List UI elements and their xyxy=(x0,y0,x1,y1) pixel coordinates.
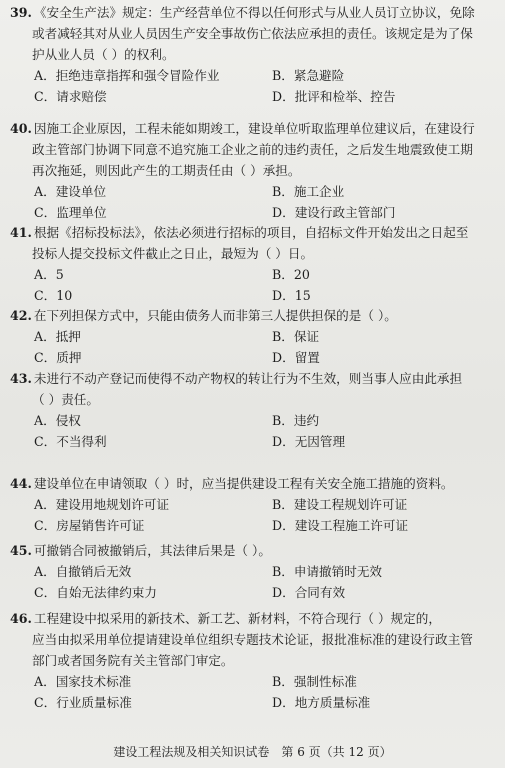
options-row xyxy=(10,86,498,107)
options-row xyxy=(10,347,498,368)
question-stem xyxy=(10,368,498,389)
options-row xyxy=(10,582,498,603)
options-row xyxy=(10,264,498,285)
question-stem xyxy=(10,473,498,494)
options-row xyxy=(10,515,498,536)
options-row xyxy=(10,326,498,347)
option-d: D．建设工程施工许可证 xyxy=(272,518,409,533)
option-b: B．违约 xyxy=(272,413,320,428)
question-text: 建设单位在申请领取（ ）时，应当提供建设工程有关安全施工措施的资料。 xyxy=(33,476,454,491)
question-stem xyxy=(10,608,498,629)
option-c: C．行业质量标准 xyxy=(34,695,132,710)
question-44 xyxy=(10,473,498,536)
question-stem-continued xyxy=(10,160,498,181)
question-stem-continued xyxy=(10,389,498,410)
question-stem xyxy=(10,540,498,561)
question-text: 应当由拟采用单位提请建设单位组织专题技术论证，报批准标准的建设行政主管 xyxy=(32,632,473,647)
question-text: 《安全生产法》规定：生产经营单位不得以任何形式与从业人员订立协议，免除 xyxy=(33,5,475,20)
options-row xyxy=(10,494,498,515)
question-stem-continued xyxy=(10,650,498,671)
question-stem xyxy=(10,118,498,139)
question-41 xyxy=(10,222,498,306)
question-40 xyxy=(10,118,498,223)
option-d: D．留置 xyxy=(272,350,320,365)
options-row xyxy=(10,561,498,582)
question-text: 政主管部门协调下同意不追究施工企业之前的违约责任，之后发生地震致使工期 xyxy=(32,142,473,157)
option-b: B．紧急避险 xyxy=(272,68,345,83)
options-row xyxy=(10,65,498,86)
option-c: C．房屋销售许可证 xyxy=(34,518,145,533)
question-number: 40. xyxy=(10,121,32,136)
question-text: 或者减轻其对从业人员因生产安全事故伤亡依法应承担的责任。该规定是为了保 xyxy=(32,26,473,41)
option-b: B．保证 xyxy=(272,329,320,344)
option-d: D．批评和检举、控告 xyxy=(272,89,396,104)
option-d: D．地方质量标准 xyxy=(272,695,371,710)
option-a: A．国家技术标准 xyxy=(34,674,132,689)
question-stem-continued xyxy=(10,243,498,264)
option-b: B．20 xyxy=(272,267,310,282)
question-number: 41. xyxy=(10,225,32,240)
question-39 xyxy=(10,2,498,107)
options-row xyxy=(10,692,498,713)
question-number: 39. xyxy=(10,5,32,20)
question-number: 42. xyxy=(10,308,32,323)
question-stem-continued xyxy=(10,44,498,65)
question-text: 再次拖延，则因此产生的工期责任由（ ）承担。 xyxy=(32,163,301,178)
option-a: A．侵权 xyxy=(34,413,81,428)
option-c: C．不当得利 xyxy=(34,434,107,449)
options-row xyxy=(10,285,498,306)
question-text: 投标人提交投标文件截止之日止，最短为（ ）日。 xyxy=(32,246,314,261)
options-row xyxy=(10,671,498,692)
question-number: 43. xyxy=(10,371,32,386)
option-b: B．施工企业 xyxy=(272,184,345,199)
option-d: D．合同有效 xyxy=(272,585,346,600)
option-b: B．建设工程规划许可证 xyxy=(272,497,408,512)
option-c: C．请求赔偿 xyxy=(34,89,107,104)
question-stem xyxy=(10,222,498,243)
options-row xyxy=(10,202,498,223)
options-row xyxy=(10,181,498,202)
question-number: 44. xyxy=(10,476,32,491)
option-a: A．自撤销后无效 xyxy=(34,564,132,579)
option-a: A．5 xyxy=(34,267,64,282)
option-a: A．建设单位 xyxy=(34,184,107,199)
question-text: 工程建设中拟采用的新技术、新工艺、新材料，不符合现行（ ）规定的， xyxy=(33,611,441,626)
option-d: D．建设行政主管部门 xyxy=(272,205,396,220)
option-c: C．监理单位 xyxy=(34,205,107,220)
question-text: 可撤销合同被撤销后，其法律后果是（ ）。 xyxy=(33,543,271,558)
page-footer: 建设工程法规及相关知识试卷 第 6 页（共 12 页） xyxy=(113,745,392,759)
question-46 xyxy=(10,608,498,713)
question-stem xyxy=(10,305,498,326)
option-b: B．强制性标准 xyxy=(272,674,357,689)
question-text: 根据《招标投标法》，依法必须进行招标的项目，自招标文件开始发出之日起至 xyxy=(33,225,469,240)
option-a: A．抵押 xyxy=(34,329,81,344)
question-stem xyxy=(10,2,498,23)
question-text: 在下列担保方式中，只能由债务人而非第三人提供担保的是（ ）。 xyxy=(33,308,397,323)
question-text: （ ）责任。 xyxy=(32,392,99,407)
options-row xyxy=(10,431,498,452)
question-45 xyxy=(10,540,498,603)
option-c: C．自始无法律约束力 xyxy=(34,585,157,600)
question-42 xyxy=(10,305,498,368)
question-number: 45. xyxy=(10,543,32,558)
question-43 xyxy=(10,368,498,452)
option-c: C．10 xyxy=(34,288,73,303)
option-a: A．拒绝违章指挥和强令冒险作业 xyxy=(34,68,220,83)
options-row xyxy=(10,410,498,431)
option-a: A．建设用地规划许可证 xyxy=(34,497,170,512)
option-b: B．申请撤销时无效 xyxy=(272,564,383,579)
option-c: C．质押 xyxy=(34,350,82,365)
option-d: D．15 xyxy=(272,288,311,303)
question-text: 部门或者国务院有关主管部门审定。 xyxy=(32,653,234,668)
question-text: 护从业人员（ ）的权利。 xyxy=(32,47,175,62)
question-text: 因施工企业原因，工程未能如期竣工，建设单位听取监理单位建议后，在建设行 xyxy=(33,121,475,136)
question-stem-continued xyxy=(10,23,498,44)
question-stem-continued xyxy=(10,629,498,650)
question-number: 46. xyxy=(10,611,32,626)
question-text: 未进行不动产登记而使得不动产物权的转让行为不生效，则当事人应由此承担 xyxy=(33,371,463,386)
option-d: D．无因管理 xyxy=(272,434,346,449)
question-stem-continued xyxy=(10,139,498,160)
